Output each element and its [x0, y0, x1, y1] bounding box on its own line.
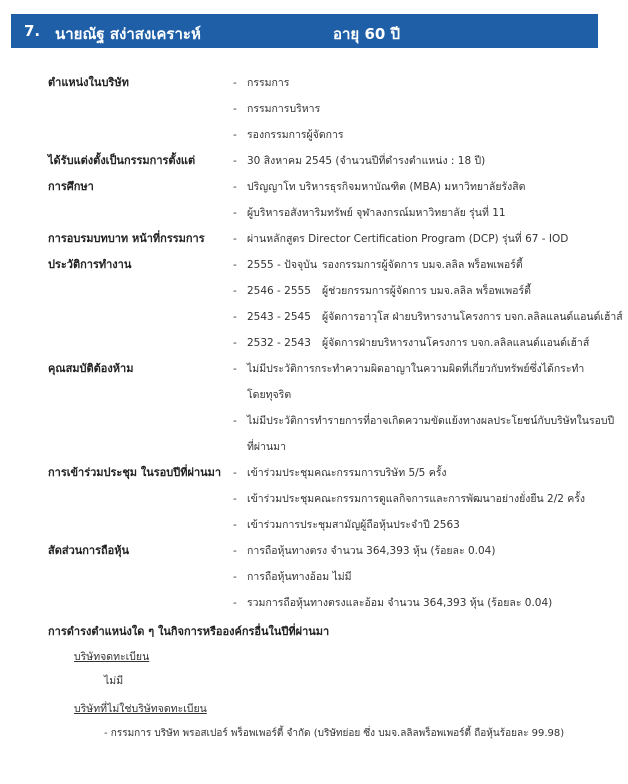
work-period: 2532 - 2543	[247, 337, 311, 349]
bullet-dash: -	[233, 597, 237, 609]
disqualification-item-cont: โดยทุจริต	[247, 389, 292, 401]
appointed-value: 30 สิงหาคม 2545 (จำนวนปีที่ดำรงตำแหน่ง : 18 ปี)	[247, 155, 486, 167]
bullet-dash: -	[233, 155, 237, 167]
listed-company-label: บริษัทจดทะเบียน	[74, 651, 150, 663]
meetings-item: เข้าร่วมการประชุมสามัญผู้ถือหุ้นประจำปี 2563	[247, 519, 460, 531]
director-age: อายุ 60 ปี	[333, 25, 401, 43]
bullet-dash: -	[233, 467, 237, 479]
bullet-dash: -	[233, 181, 237, 193]
shareholding-item: รวมการถือหุ้นทางตรงและอ้อม จำนวน 364,393 หุ้น (ร้อยละ 0.04)	[247, 597, 553, 609]
director-name: นายณัฐ สง่าสงเคราะห์	[55, 25, 201, 43]
other-positions-heading: การดำรงตำแหน่งใด ๆ ในกิจการหรือองค์กรอื่นในปีที่ผ่านมา	[48, 625, 330, 638]
disqualification-label: คุณสมบัติต้องห้าม	[48, 362, 134, 375]
bullet-dash: -	[233, 207, 237, 219]
training-item: ผ่านหลักสูตร Director Certification Program (DCP) รุ่นที่ 67 - IOD	[247, 233, 569, 245]
work-detail: ผู้จัดการอาวุโส ฝ่ายบริหารงานโครงการ บจก.ลลิลแลนด์แอนด์เฮ้าส์	[322, 311, 623, 323]
bullet-dash: -	[233, 519, 237, 531]
work-detail: ผู้ช่วยกรรมการผู้จัดการ บมจ.ลลิล พร็อพเพอร์ตี้	[322, 285, 531, 297]
position-item: กรรมการ	[247, 77, 290, 89]
position-item: รองกรรมการผู้จัดการ	[247, 129, 344, 141]
bullet-dash: -	[233, 129, 237, 141]
training-label: การอบรมบทบาท หน้าที่กรรมการ	[48, 232, 205, 245]
bullet-dash: -	[233, 285, 237, 297]
work-detail: ผู้จัดการฝ่ายบริหารงานโครงการ บจก.ลลิลแลนด์แอนด์เฮ้าส์	[322, 337, 590, 349]
work-period: 2546 - 2555	[247, 285, 311, 297]
nonlisted-company-label: บริษัทที่ไม่ใช่บริษัทจดทะเบียน	[74, 703, 207, 715]
education-label: การศึกษา	[48, 180, 94, 193]
disqualification-item: ไม่มีประวัติการทำรายการที่อาจเกิดความขัดแย้งทางผลประโยชน์กับบริษัทในรอบปี	[247, 415, 615, 427]
shareholding-label: สัดส่วนการถือหุ้น	[48, 544, 130, 557]
profile-header-bar	[11, 14, 598, 48]
position-label: ตำแหน่งในบริษัท	[48, 76, 129, 89]
bullet-dash: -	[233, 415, 237, 427]
work-period: 2543 - 2545	[247, 311, 311, 323]
education-item: ผู้บริหารอสังหาริมทรัพย์ จุฬาลงกรณ์มหาวิทยาลัย รุ่นที่ 11	[247, 207, 506, 219]
meetings-item: เข้าร่วมประชุมคณะกรรมการดูแลกิจการและการพัฒนาอย่างยั่งยืน 2/2 ครั้ง	[247, 493, 586, 505]
bullet-dash: -	[233, 233, 237, 245]
disqualification-item-cont: ที่ผ่านมา	[247, 441, 286, 453]
bullet-dash: -	[233, 259, 237, 271]
bullet-dash: -	[233, 571, 237, 583]
disqualification-item: ไม่มีประวัติการกระทำความผิดอาญาในความผิดที่เกี่ยวกับทรัพย์ซึ่งได้กระทำ	[247, 363, 585, 375]
shareholding-item: การถือหุ้นทางตรง จำนวน 364,393 หุ้น (ร้อยละ 0.04)	[247, 545, 496, 557]
work-period: 2555 - ปัจจุบัน	[247, 259, 317, 271]
bullet-dash: -	[233, 337, 237, 349]
bullet-dash: -	[233, 103, 237, 115]
appointed-label: ได้รับแต่งตั้งเป็นกรรมการตั้งแต่	[48, 154, 196, 167]
work-detail: รองกรรมการผู้จัดการ บมจ.ลลิล พร็อพเพอร์ตี้	[322, 259, 523, 271]
education-item: ปริญญาโท บริหารธุรกิจมหาบัณฑิต (MBA) มหาวิทยาลัยรังสิต	[247, 181, 526, 193]
nonlisted-company-value: - กรรมการ บริษัท พรอสเปอร์ พร็อพเพอร์ตี้ จำกัด (บริษัทย่อย ซึ่ง บมจ.ลลิลพร็อพเพอร์ตี้ ถือหุ้นร้อยละ 99.98)	[104, 728, 565, 739]
meetings-label: การเข้าร่วมประชุม ในรอบปีที่ผ่านมา	[48, 466, 222, 479]
meetings-item: เข้าร่วมประชุมคณะกรรมการบริษัท 5/5 ครั้ง	[247, 467, 447, 479]
shareholding-item: การถือหุ้นทางอ้อม ไม่มี	[247, 571, 352, 583]
bullet-dash: -	[233, 545, 237, 557]
profile-number: 7.	[24, 22, 41, 40]
bullet-dash: -	[233, 363, 237, 375]
position-item: กรรมการบริหาร	[247, 103, 321, 115]
bullet-dash: -	[233, 493, 237, 505]
bullet-dash: -	[233, 77, 237, 89]
bullet-dash: -	[233, 311, 237, 323]
work-label: ประวัติการทำงาน	[48, 258, 132, 271]
listed-company-value: ไม่มี	[104, 675, 124, 687]
